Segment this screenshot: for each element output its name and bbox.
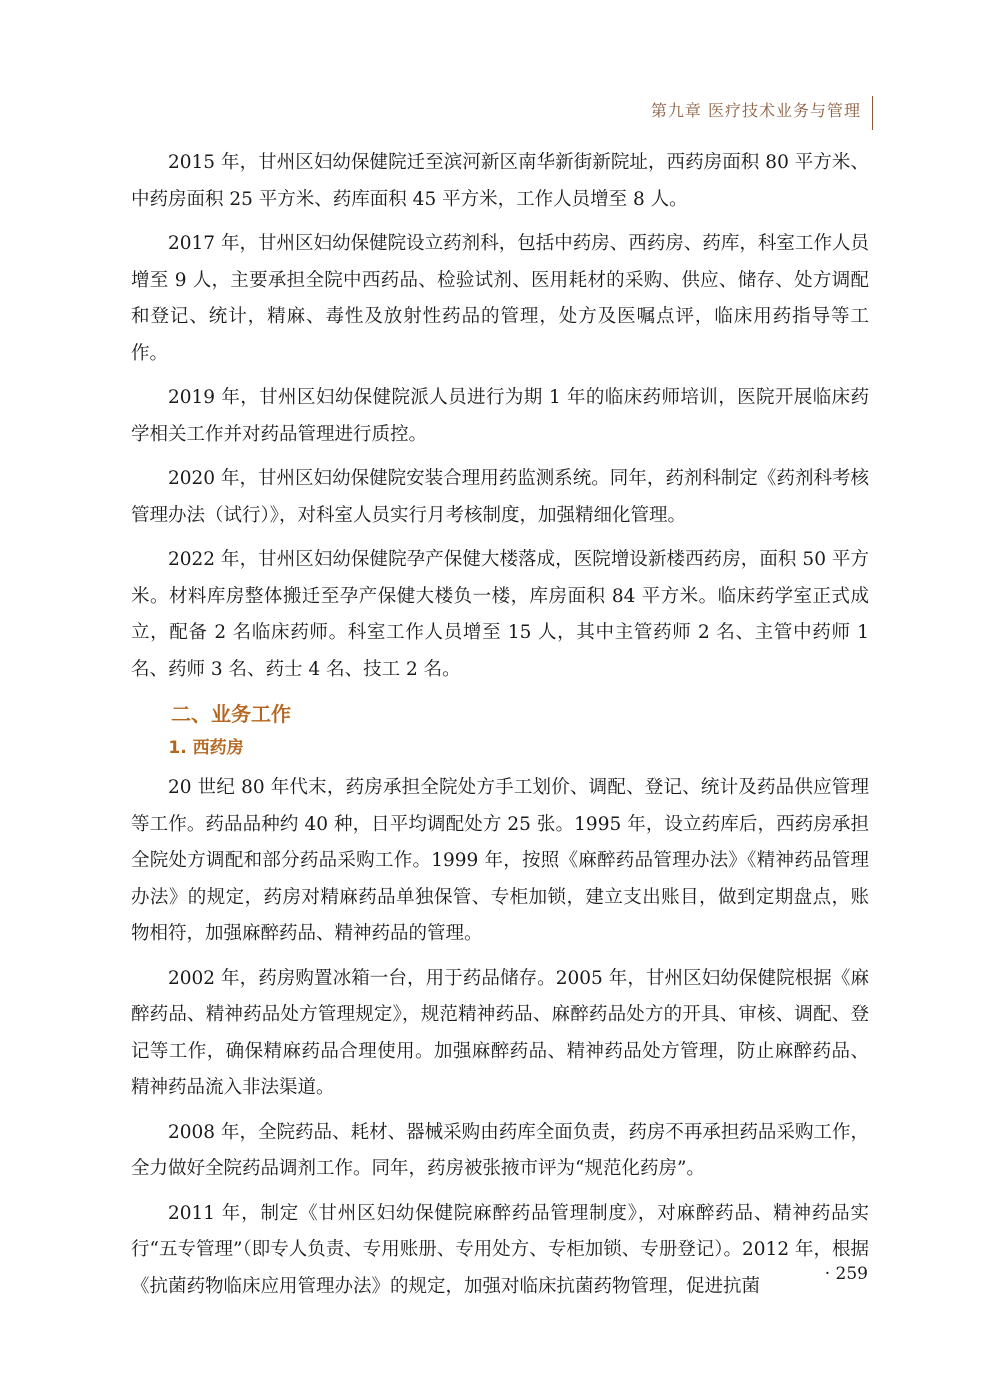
subsection-heading: 1. 西药房 [168, 738, 244, 758]
page-body [131, 145, 869, 1313]
paragraph: 2015 年，甘州区妇幼保健院迁至滨河新区南华新街新院址，西药房面积 80 平方米、中药房面积 25 平方米、药库面积 45 平方米，工作人员增至 8 人。 [131, 152, 869, 210]
paragraph: 2019 年，甘州区妇幼保健院派人员进行为期 1 年的临床药师培训，医院开展临床药学相关工作并对药品管理进行质控。 [131, 387, 869, 445]
paragraph: 2022 年，甘州区妇幼保健院孕产保健大楼落成，医院增设新楼西药房，面积 50 平方米。材料库房整体搬迁至孕产保健大楼负一楼，库房面积 84 平方米。临床药学室正式成立，配备 2 名临床药师。科室工作人员增至 15 人，其中主管药师 2 名、主管中药师 1 名、药师 3 名、药士 4 名、技工 2 名。 [131, 549, 869, 680]
paragraph: 2017 年，甘州区妇幼保健院设立药剂科，包括中药房、西药房、药库，科室工作人员增至 9 人，主要承担全院中西药品、检验试剂、医用耗材的采购、供应、储存、处方调配和登记、统计，精麻、毒性及放射性药品的管理，处方及医嘱点评，临床用药指导等工作。 [131, 233, 869, 364]
page-number: · 259 [824, 1264, 868, 1284]
section-heading: 二、业务工作 [171, 702, 291, 726]
running-header: 第九章 医疗技术业务与管理 [650, 101, 861, 120]
header-divider [872, 96, 873, 130]
paragraph: 2011 年，制定《甘州区妇幼保健院麻醉药品管理制度》，对麻醉药品、精神药品实行“五专管理”（即专人负责、专用账册、专用处方、专柜加锁、专册登记）。2012 年，根据《抗菌药物临床应用管理办法》的规定，加强对临床抗菌药物管理，促进抗菌 [131, 1202, 869, 1297]
paragraph: 2008 年，全院药品、耗材、器械采购由药库全面负责，药房不再承担药品采购工作，全力做好全院药品调剂工作。同年，药房被张掖市评为“规范化药房”。 [131, 1121, 869, 1179]
paragraph: 2002 年，药房购置冰箱一台，用于药品储存。2005 年，甘州区妇幼保健院根据《麻醉药品、精神药品处方管理规定》，规范精神药品、麻醉药品处方的开具、审核、调配、登记等工作，确保精麻药品合理使用。加强麻醉药品、精神药品处方管理，防止麻醉药品、精神药品流入非法渠道。 [131, 967, 869, 1098]
paragraph: 2020 年，甘州区妇幼保健院安装合理用药监测系统。同年，药剂科制定《药剂科考核管理办法（试行）》，对科室人员实行月考核制度，加强精细化管理。 [131, 468, 869, 526]
paragraph: 20 世纪 80 年代末，药房承担全院处方手工划价、调配、登记、统计及药品供应管理等工作。药品品种约 40 种，日平均调配处方 25 张。1995 年，设立药库后，西药房承担全院处方调配和部分药品采购工作。1999 年，按照《麻醉药品管理办法》《精神药品管理办法》的规定，药房对精麻药品单独保管、专柜加锁，建立支出账目，做到定期盘点，账物相符，加强麻醉药品、精神药品的管理。 [131, 777, 869, 944]
